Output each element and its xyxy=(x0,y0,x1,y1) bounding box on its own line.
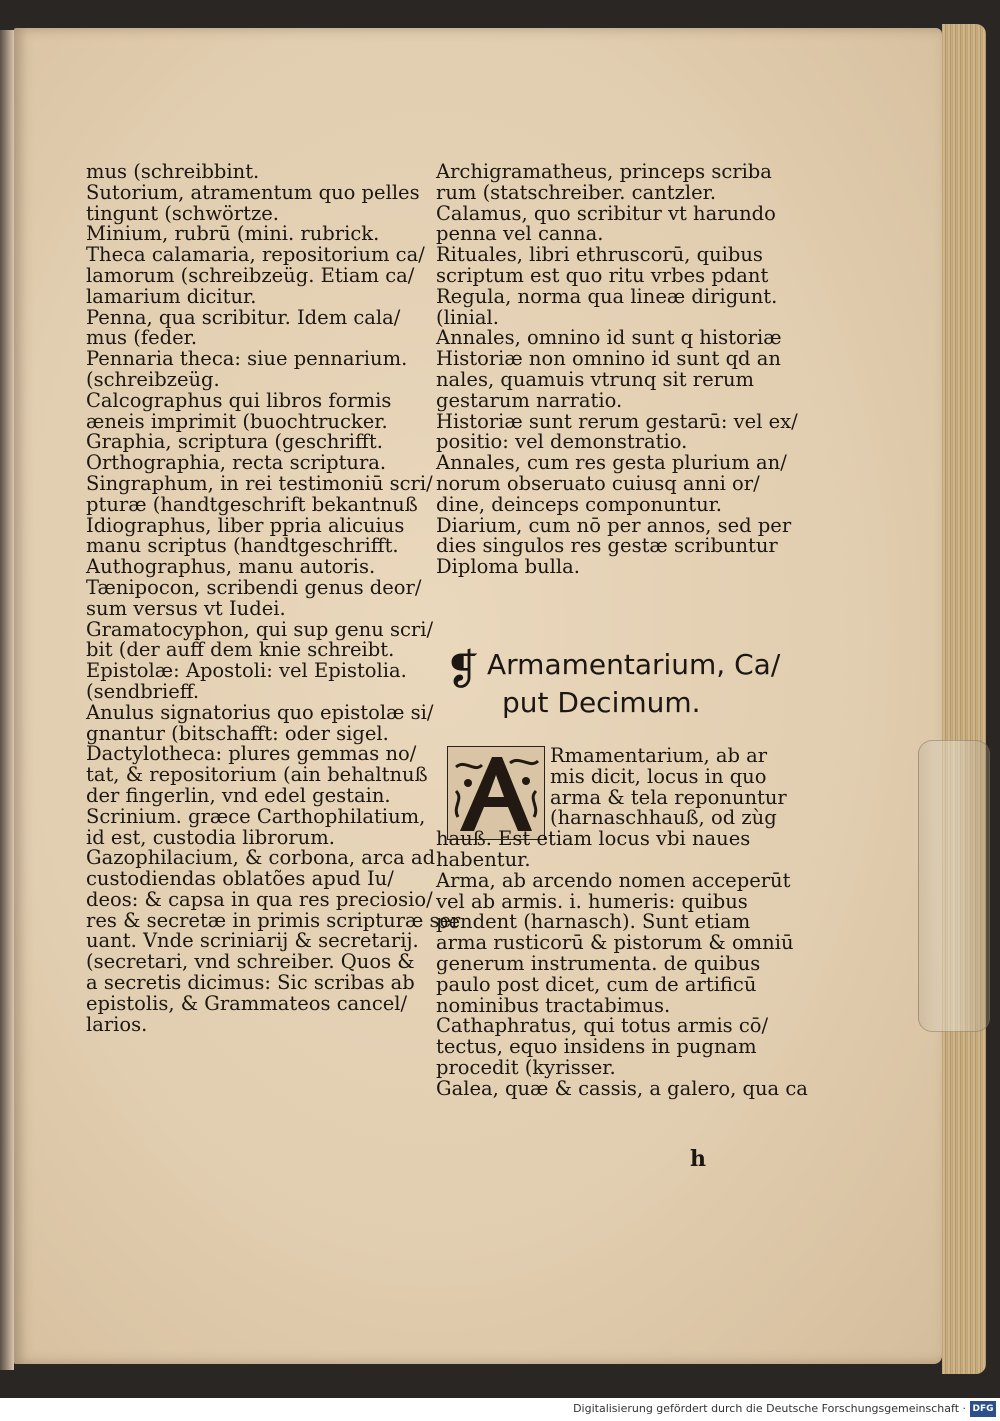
text-line: mis dicit, locus in quo xyxy=(550,764,767,788)
text-line: a secretis dicimus: Sic scribas ab xyxy=(86,971,415,995)
text-line: mus (schreibbint. xyxy=(86,160,260,183)
text-line: gnantur (bitschafft: oder sigel. xyxy=(86,721,389,745)
text-line: Idiographus, liber ppria alicuius xyxy=(86,513,405,537)
text-line: uant. Vnde scriniarij & secretarij. xyxy=(86,929,419,953)
text-line: Calcographus qui libros formis xyxy=(86,388,392,412)
text-line: lamarium dicitur. xyxy=(86,284,257,308)
text-line: tectus, equo insidens in pugnam xyxy=(436,1035,757,1059)
text-line: rum (statschreiber. cantzler. xyxy=(436,180,717,204)
text-line: Calamus, quo scribitur vt harundo xyxy=(436,201,776,225)
text-line: vel ab armis. i. humeris: quibus xyxy=(436,889,748,913)
text-line: arma rusticorū & pistorum & omniū xyxy=(436,931,794,955)
text-line: Historiæ sunt rerum gestarū: vel ex/ xyxy=(436,409,798,433)
text-line: Orthographia, recta scriptura. xyxy=(86,451,387,475)
text-line: Authographus, manu autoris. xyxy=(86,555,376,579)
facing-page-edge xyxy=(0,30,14,1370)
text-line: Rituales, libri ethruscorū, quibus xyxy=(436,243,763,267)
text-line: Annales, omnino id sunt q historiæ xyxy=(436,326,782,350)
text-line: norum obseruato cuiusq anni or/ xyxy=(436,471,760,495)
text-line: hauß. Est etiam locus vbi naues xyxy=(436,827,751,851)
chapter-heading-line-1: Armamentarium, Ca/ xyxy=(487,648,781,681)
footer-credit: Digitalisierung gefördert durch die Deutsche Forschungsgemeinschaft · xyxy=(573,1402,966,1415)
text-line: id est, custodia librorum. xyxy=(86,825,335,849)
text-line: Cathaphratus, qui totus armis cō/ xyxy=(436,1014,769,1038)
text-line: mus (feder. xyxy=(86,326,198,350)
text-line: manu scriptus (handtgeschrifft. xyxy=(86,534,399,558)
text-line: Penna, qua scribitur. Idem cala/ xyxy=(86,305,401,329)
right-column-bottom xyxy=(436,744,808,1100)
text-line: Pennaria theca: siue pennarium. xyxy=(86,347,408,371)
text-line: tingunt (schwörtze. xyxy=(86,201,279,225)
text-line: Archigramatheus, princeps scriba xyxy=(436,160,772,183)
text-line: sum versus vt Iudei. xyxy=(86,596,286,620)
text-line: Historiæ non omnino id sunt qd an xyxy=(436,347,781,371)
text-line: nominibus tractabimus. xyxy=(436,993,671,1017)
text-line: Galea, quæ & cassis, a galero, qua ca xyxy=(436,1076,808,1100)
text-line: paulo post dicet, cum de artificū xyxy=(436,972,757,996)
page-clip xyxy=(918,740,990,1032)
text-line: bit (der auff dem knie schreibt. xyxy=(86,638,395,662)
text-line: Gramatocyphon, qui sup genu scri/ xyxy=(86,617,434,641)
text-line: pturæ (handtgeschrift bekantnuß xyxy=(86,492,418,516)
chapter-heading-line-2: put Decimum. xyxy=(502,686,701,719)
text-line: epistolis, & Grammateos cancel/ xyxy=(86,991,408,1015)
text-line: (secretari, vnd schreiber. Quos & xyxy=(86,950,415,974)
text-line: pendent (harnasch). Sunt etiam xyxy=(436,910,751,934)
text-line: (linial. xyxy=(436,305,499,329)
dfg-logo-icon: DFG xyxy=(970,1401,996,1417)
text-line: Minium, rubrū (mini. rubrick. xyxy=(86,222,380,246)
text-line: larios. xyxy=(86,1012,148,1036)
text-line: Singraphum, in rei testimoniū scri/ xyxy=(86,471,433,495)
text-line: Regula, norma qua lineæ dirigunt. xyxy=(436,284,778,308)
text-line: Sutorium, atramentum quo pelles xyxy=(86,180,420,204)
page-edges xyxy=(942,24,986,1374)
left-column xyxy=(86,160,461,1036)
text-line: lamorum (schreibzeüg. Etiam ca/ xyxy=(86,263,415,287)
text-line: penna vel canna. xyxy=(436,222,604,246)
text-line: (harnaschhauß, od zùg xyxy=(550,806,777,830)
right-column-top xyxy=(436,160,798,579)
text-line: Diploma bulla. xyxy=(436,555,580,579)
text-line: Gazophilacium, & corbona, arca ad xyxy=(86,846,436,870)
pilcrow-icon: ❡ xyxy=(445,645,481,694)
text-line: habentur. xyxy=(436,847,531,871)
text-line: Graphia, scriptura (geschrifft. xyxy=(86,430,383,454)
text-line: nales, quamuis vtrunq sit rerum xyxy=(436,367,755,391)
footer-bar xyxy=(0,1398,1000,1421)
text-line: scriptum est quo ritu vrbes pdant xyxy=(436,263,769,287)
text-line: dies singulos res gestæ scribuntur xyxy=(436,534,778,558)
text-line: dine, deinceps componuntur. xyxy=(436,492,723,516)
text-line: der fingerlin, vnd edel gestain. xyxy=(86,783,391,807)
catchword: h xyxy=(690,1146,706,1172)
text-line: Dactylotheca: plures gemmas no/ xyxy=(86,742,417,766)
text-line: arma & tela reponuntur xyxy=(550,785,787,809)
text-line: positio: vel demonstratio. xyxy=(436,430,688,454)
text-line: Tænipocon, scribendi genus deor/ xyxy=(86,575,422,599)
text-line: Arma, ab arcendo nomen acceperūt xyxy=(436,868,791,892)
text-line: res & secretæ in primis scripturæ ser xyxy=(86,908,461,932)
text-line: Epistolæ: Apostoli: vel Epistolia. xyxy=(86,659,407,683)
text-line: custodiendas oblatões apud Iu/ xyxy=(86,867,394,891)
text-line: Diarium, cum nō per annos, sed per xyxy=(436,513,792,537)
text-line: (schreibzeüg. xyxy=(86,367,220,391)
text-line: æneis imprimit (buochtrucker. xyxy=(86,409,388,433)
text-line: Anulus signatorius quo epistolæ si/ xyxy=(86,700,434,724)
text-line: tat, & repositorium (ain behaltnuß xyxy=(86,763,428,787)
text-line: Theca calamaria, repositorium ca/ xyxy=(86,243,425,267)
text-line: Rmamentarium, ab ar xyxy=(550,744,768,767)
text-line: Annales, cum res gesta plurium an/ xyxy=(436,451,787,475)
text-line: generum instrumenta. de quibus xyxy=(436,951,761,975)
text-line: procedit (kyrisser. xyxy=(436,1055,616,1079)
text-line: Scrinium. græce Carthophilatium, xyxy=(86,804,426,828)
text-line: (sendbrieff. xyxy=(86,679,200,703)
text-line: gestarum narratio. xyxy=(436,388,623,412)
text-line: deos: & capsa in qua res preciosio/ xyxy=(86,887,433,911)
